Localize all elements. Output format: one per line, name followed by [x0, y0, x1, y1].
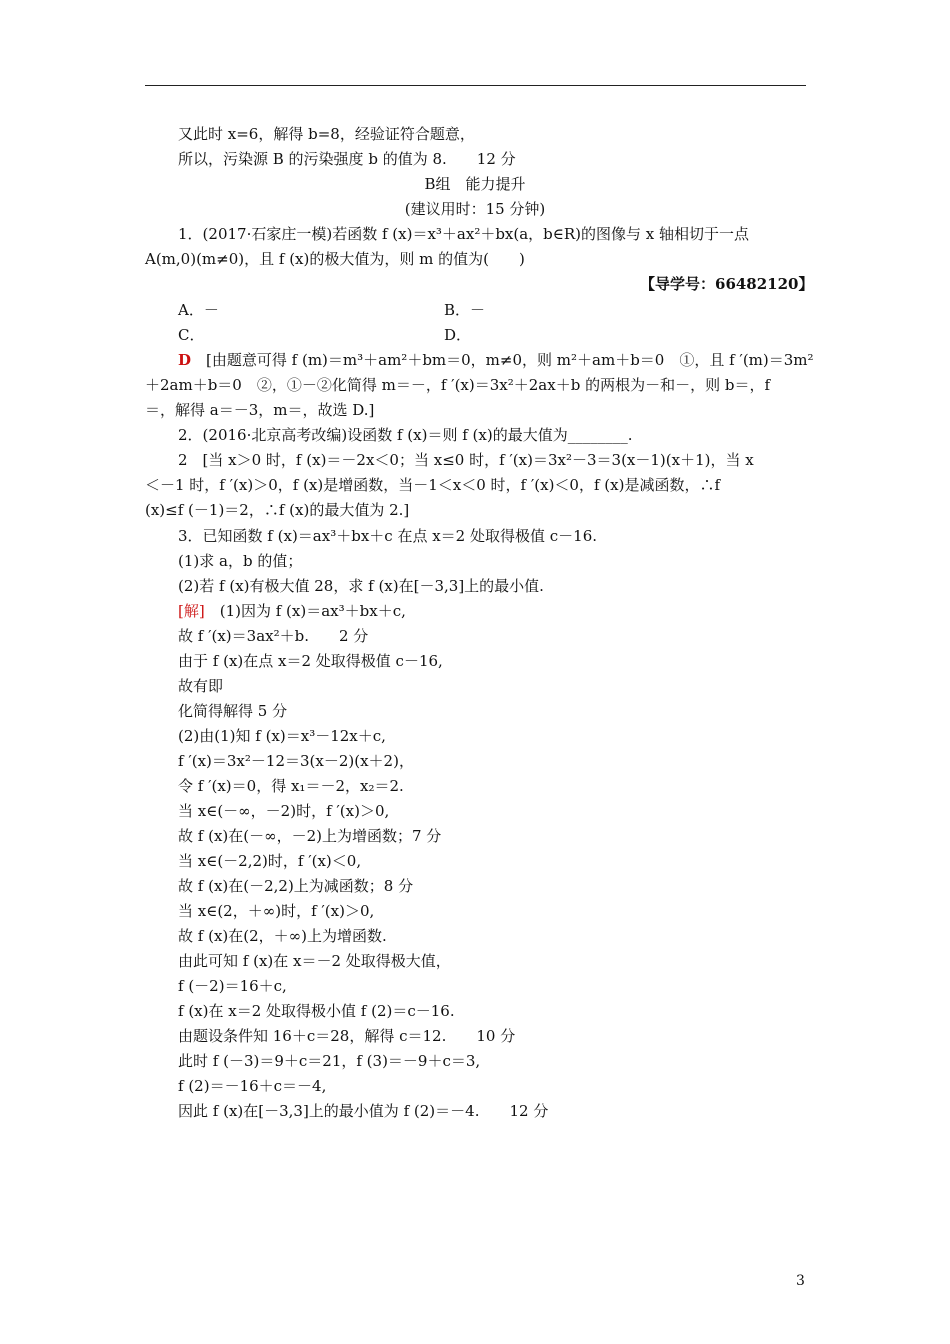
- q3-part2: (2)若 f (x)有极大值 28，求 f (x)在[－3,3]上的最小值.: [178, 577, 544, 595]
- q1-answer-letter: D: [178, 351, 192, 369]
- q3-step: 由此可知 f (x)在 x＝－2 处取得极大值，: [178, 952, 451, 970]
- q3-step: 当 x∈(－∞，－2)时，f ′(x)＞0,: [178, 802, 390, 820]
- q3-step: 当 x∈(－2,2)时，f ′(x)＜0,: [178, 852, 362, 870]
- q1-solution-text: [由题意可得 f (m)＝m³＋am²＋bm＝0，m≠0，则 m²＋am＋b＝0 ①，且 f ′(m)＝3m²: [206, 351, 814, 369]
- q3-step: 令 f ′(x)＝0，得 x₁＝－2，x₂＝2.: [178, 777, 404, 795]
- q2-solution-cont: (x)≤f (－1)＝2，∴f (x)的最大值为 2.]: [145, 501, 410, 519]
- text-line: 又此时 x=6，解得 b=8，经验证符合题意，: [178, 125, 475, 143]
- q1-solution-cont: ＝，解得 a＝－3，m＝，故选 D.]: [145, 401, 375, 419]
- q1-option-a: A．－: [178, 301, 219, 319]
- q1-solution-cont: ＋2am＋b＝0 ②，①－②化简得 m＝－，f ′(x)＝3x²＋2ax＋b 的两根为－和－，则 b＝，f: [145, 376, 770, 394]
- text-line: 所以，污染源 B 的污染强度 b 的值为 8. 12 分: [178, 150, 516, 168]
- q3-step: 此时 f (－3)＝9＋c＝21，f (3)＝－9＋c＝3,: [178, 1052, 481, 1070]
- q1-option-b: B．－: [444, 301, 486, 319]
- q1-stem-cont: A(m,0)(m≠0)，且 f (x)的极大值为，则 m 的值为( ): [145, 250, 525, 268]
- q1-solution: [178, 350, 814, 370]
- q3-step: 因此 f (x)在[－3,3]上的最小值为 f (2)＝－4. 12 分: [178, 1102, 549, 1120]
- solution-text: (1)因为 f (x)＝ax³＋bx＋c,: [204, 602, 406, 620]
- section-time: (建议用时：15 分钟): [404, 200, 546, 218]
- q3-step: f (－2)＝16＋c,: [178, 977, 287, 995]
- section-title: B组 能力提升: [424, 175, 526, 193]
- q3-step: 故有即: [178, 677, 224, 695]
- q1-stem: 1．(2017·石家庄一模)若函数 f (x)＝x³＋ax²＋bx(a，b∈R)的图像与 x 轴相切于一点: [178, 225, 750, 243]
- q3-solution-start: [178, 601, 406, 621]
- q3-step: (2)由(1)知 f (x)＝x³－12x＋c,: [178, 727, 386, 745]
- q3-step: f (2)＝－16＋c＝－4,: [178, 1077, 327, 1095]
- q3-step: f ′(x)＝3x²－12＝3(x－2)(x＋2)，: [178, 752, 414, 770]
- q3-step: f (x)在 x＝2 处取得极小值 f (2)＝c－16.: [178, 1002, 455, 1020]
- q2-solution-cont: ＜－1 时，f ′(x)＞0，f (x)是增函数，当－1＜x＜0 时，f ′(x)＜0，f (x)是减函数，∴f: [145, 476, 721, 494]
- solution-tag: [解]: [178, 602, 205, 620]
- q3-step: 故 f (x)在(－∞，－2)上为增函数；7 分: [178, 827, 442, 845]
- q2-stem: 2．(2016·北京高考改编)设函数 f (x)＝则 f (x)的最大值为________.: [178, 426, 633, 444]
- q3-step: 故 f (x)在(2，＋∞)上为增函数.: [178, 927, 387, 945]
- q3-part1: (1)求 a，b 的值；: [178, 552, 303, 570]
- q3-step: 化简得解得 5 分: [178, 702, 288, 720]
- q3-step: 当 x∈(2，＋∞)时，f ′(x)＞0,: [178, 902, 375, 920]
- header-rule: [145, 85, 806, 86]
- q3-step: 故 f ′(x)＝3ax²＋b. 2 分: [178, 627, 369, 645]
- q2-solution: 2 [当 x＞0 时，f (x)＝－2x＜0；当 x≤0 时，f ′(x)＝3x²－3＝3(x－1)(x＋1)，当 x: [178, 451, 754, 469]
- q3-stem: 3．已知函数 f (x)＝ax³＋bx＋c 在点 x＝2 处取得极值 c－16.: [178, 527, 598, 545]
- q1-option-c: C．: [178, 326, 205, 344]
- q1-option-d: D．: [444, 326, 472, 344]
- q3-step: 由题设条件知 16＋c＝28，解得 c＝12. 10 分: [178, 1027, 516, 1045]
- q3-step: 由于 f (x)在点 x＝2 处取得极值 c－16,: [178, 652, 443, 670]
- q3-step: 故 f (x)在(－2,2)上为减函数；8 分: [178, 877, 414, 895]
- q1-reference-number: 【导学号：66482120】: [640, 275, 814, 293]
- page-number: 3: [796, 1273, 805, 1289]
